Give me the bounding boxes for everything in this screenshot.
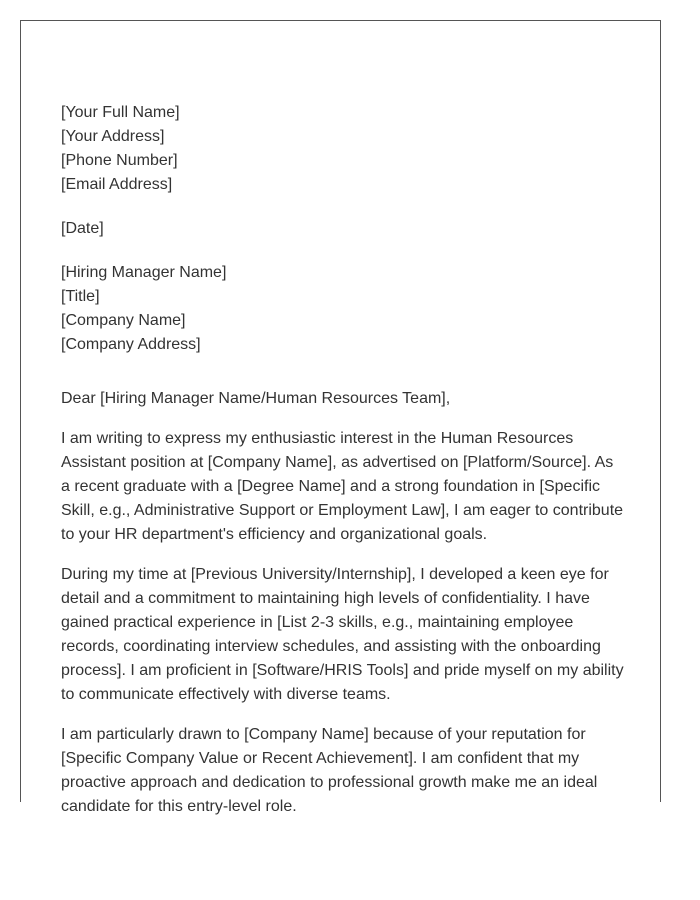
letter-page <box>20 20 661 815</box>
body-paragraph-3: I am particularly drawn to [Company Name] because of your reputation for [Specific Company Value or Recent Achievement]. I am confident that my proactive approach and dedication to professional growth make me an ideal candidate for this entry-level role. <box>61 726 598 815</box>
recipient-title: [Title] <box>61 288 100 305</box>
recipient-name: [Hiring Manager Name] <box>61 264 227 281</box>
date-block <box>61 217 626 241</box>
sender-email: [Email Address] <box>61 176 173 193</box>
body-paragraph-2: During my time at [Previous University/Internship], I developed a keen eye for detail and a commitment to maintaining high levels of confidentiality. I have gained practical experience in [List 2-3 skills, e.g., maintaining employee records, coordinating interview schedules, and assisting with the onboarding process]. I am proficient in [Software/HRIS Tools] and pride myself on my ability to communicate effectively with diverse teams. <box>61 566 624 703</box>
sender-name: [Your Full Name] <box>61 104 180 121</box>
recipient-block <box>61 261 626 357</box>
letter-content <box>61 101 626 835</box>
recipient-address: [Company Address] <box>61 336 201 353</box>
body-paragraph-1: I am writing to express my enthusiastic interest in the Human Resources Assistant position at [Company Name], as advertised on [Platform/Source]. As a recent graduate with a [Degree Name] and a strong foundation in [Specific Skill, e.g., Administrative Support or Employment Law], I am eager to contribute to your HR department's efficiency and organizational goals. <box>61 430 624 543</box>
letter-date: [Date] <box>61 220 104 237</box>
sender-phone: [Phone Number] <box>61 152 178 169</box>
salutation: Dear [Hiring Manager Name/Human Resources Team], <box>61 390 451 407</box>
sender-block <box>61 101 626 197</box>
sender-address: [Your Address] <box>61 128 165 145</box>
recipient-company: [Company Name] <box>61 312 186 329</box>
